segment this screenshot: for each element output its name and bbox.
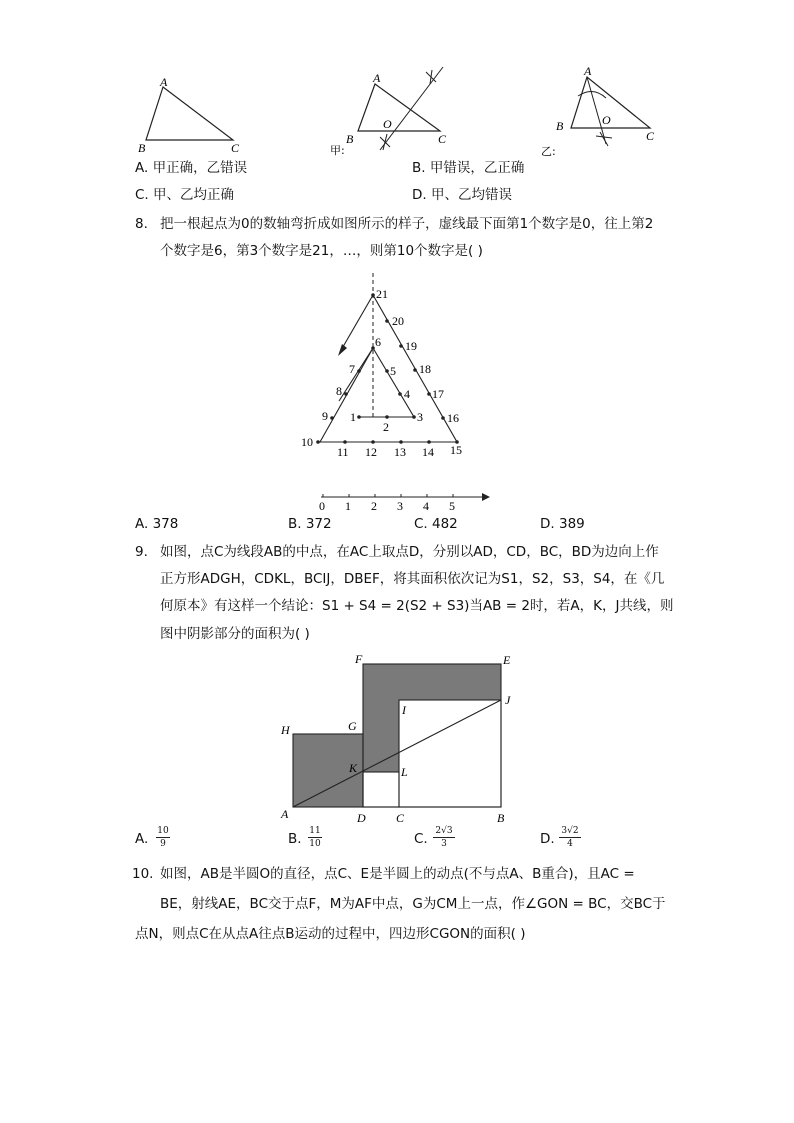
label-A: A bbox=[160, 75, 168, 89]
q9-number: 9. bbox=[135, 544, 148, 560]
num-4: 4 bbox=[404, 387, 410, 401]
label-B: B bbox=[556, 119, 564, 133]
axis-tick-5: 5 bbox=[449, 499, 455, 510]
tag-yi: 乙: bbox=[541, 145, 556, 158]
label-G: G bbox=[348, 719, 357, 733]
q9-text-line4: 图中阴影部分的面积为( ) bbox=[160, 626, 310, 642]
q7-figure-triangle bbox=[130, 72, 250, 162]
q10-number: 10. bbox=[132, 866, 154, 882]
num-5: 5 bbox=[390, 364, 396, 378]
label-E: E bbox=[503, 653, 511, 667]
axis-tick-0: 0 bbox=[319, 499, 325, 510]
num-20: 20 bbox=[392, 314, 404, 328]
num-15: 15 bbox=[450, 443, 462, 457]
num-17: 17 bbox=[432, 387, 444, 401]
num-1: 1 bbox=[350, 410, 356, 424]
q8-option-a[interactable]: A. 378 bbox=[135, 516, 179, 532]
label-O: O bbox=[383, 117, 392, 131]
q9-option-a[interactable]: A. 10 9 bbox=[135, 826, 169, 849]
q8-option-c[interactable]: C. 482 bbox=[414, 516, 458, 532]
label-B: B bbox=[346, 132, 354, 146]
q7-option-a[interactable]: A. 甲正确，乙错误 bbox=[135, 160, 248, 176]
label-A: A bbox=[281, 807, 289, 821]
q8-figure-folded-numberline bbox=[290, 268, 510, 510]
q9-option-c[interactable]: C. 2√3 3 bbox=[414, 826, 474, 854]
label-C: C bbox=[231, 141, 240, 155]
num-7: 7 bbox=[349, 362, 355, 376]
q9-figure-squares bbox=[275, 652, 525, 827]
num-19: 19 bbox=[405, 339, 417, 353]
num-2: 2 bbox=[383, 420, 389, 434]
label-O: O bbox=[602, 113, 611, 127]
q8-number: 8. bbox=[135, 216, 148, 232]
q8-option-d[interactable]: D. 389 bbox=[540, 516, 585, 532]
label-J: J bbox=[505, 693, 511, 707]
q9-text-line1: 如图，点C为线段AB的中点，在AC上取点D，分别以AD，CD，BC，BD为边向上作 bbox=[160, 544, 659, 560]
label-K: K bbox=[349, 761, 358, 775]
q10-text-line2: BE，射线AE，BC交于点F，M为AF中点，G为CM上一点，作∠GON = BC，交BC于 bbox=[160, 896, 666, 912]
q9-text-line2: 正方形ADGH，CDKL，BCIJ，DBEF，将其面积依次记为S1，S2，S3，S4，在《几 bbox=[160, 571, 665, 587]
label-I: I bbox=[402, 703, 406, 717]
q8-text-line2: 个数字是6，第3个数字是21，…，则第10个数字是( ) bbox=[160, 243, 483, 259]
q9-option-b[interactable]: B. 11 10 bbox=[288, 826, 321, 849]
num-21: 21 bbox=[376, 287, 388, 301]
label-C: C bbox=[438, 132, 447, 146]
num-16: 16 bbox=[447, 411, 459, 425]
label-H: H bbox=[281, 723, 290, 737]
q10-text-line3: 点N，则点C在从点A往点B运动的过程中，四边形CGON的面积( ) bbox=[135, 926, 526, 942]
q7-option-b[interactable]: B. 甲错误，乙正确 bbox=[412, 160, 525, 176]
axis-tick-3: 3 bbox=[397, 499, 403, 510]
label-F: F bbox=[355, 652, 363, 666]
label-L: L bbox=[401, 765, 408, 779]
num-14: 14 bbox=[422, 445, 434, 459]
q7-option-c[interactable]: C. 甲、乙均正确 bbox=[135, 187, 235, 203]
num-3: 3 bbox=[417, 410, 423, 424]
q7-figure-jia bbox=[328, 62, 478, 162]
num-18: 18 bbox=[419, 362, 431, 376]
label-B: B bbox=[138, 141, 146, 155]
num-11: 11 bbox=[337, 445, 349, 459]
q10-text-line1: 如图，AB是半圆O的直径，点C、E是半圆上的动点(不与点A、B重合)，且AC = bbox=[160, 866, 635, 882]
label-C: C bbox=[396, 811, 405, 825]
q8-text-line1: 把一根起点为0的数轴弯折成如图所示的样子，虚线最下面第1个数字是0，往上第2 bbox=[160, 216, 654, 232]
q9-text-line3: 何原本》有这样一个结论：S1 + S4 = 2(S2 + S3)当AB = 2时，若A，K，J共线，则 bbox=[160, 598, 674, 614]
axis-tick-2: 2 bbox=[371, 499, 377, 510]
q7-option-d[interactable]: D. 甲、乙均错误 bbox=[412, 187, 512, 203]
label-A: A bbox=[373, 71, 381, 85]
q9-option-d[interactable]: D. 3√2 4 bbox=[540, 826, 600, 854]
num-13: 13 bbox=[394, 445, 406, 459]
axis-tick-1: 1 bbox=[345, 499, 351, 510]
axis-tick-4: 4 bbox=[423, 499, 429, 510]
num-8: 8 bbox=[336, 384, 342, 398]
label-B: B bbox=[497, 811, 505, 825]
label-C: C bbox=[646, 129, 655, 143]
num-6: 6 bbox=[375, 335, 381, 349]
q7-figure-yi bbox=[538, 62, 668, 162]
label-A: A bbox=[584, 64, 592, 78]
label-D: D bbox=[357, 811, 366, 825]
num-12: 12 bbox=[365, 445, 377, 459]
num-10: 10 bbox=[301, 435, 313, 449]
tag-jia: 甲: bbox=[330, 144, 345, 157]
num-9: 9 bbox=[322, 409, 328, 423]
q8-option-b[interactable]: B. 372 bbox=[288, 516, 332, 532]
